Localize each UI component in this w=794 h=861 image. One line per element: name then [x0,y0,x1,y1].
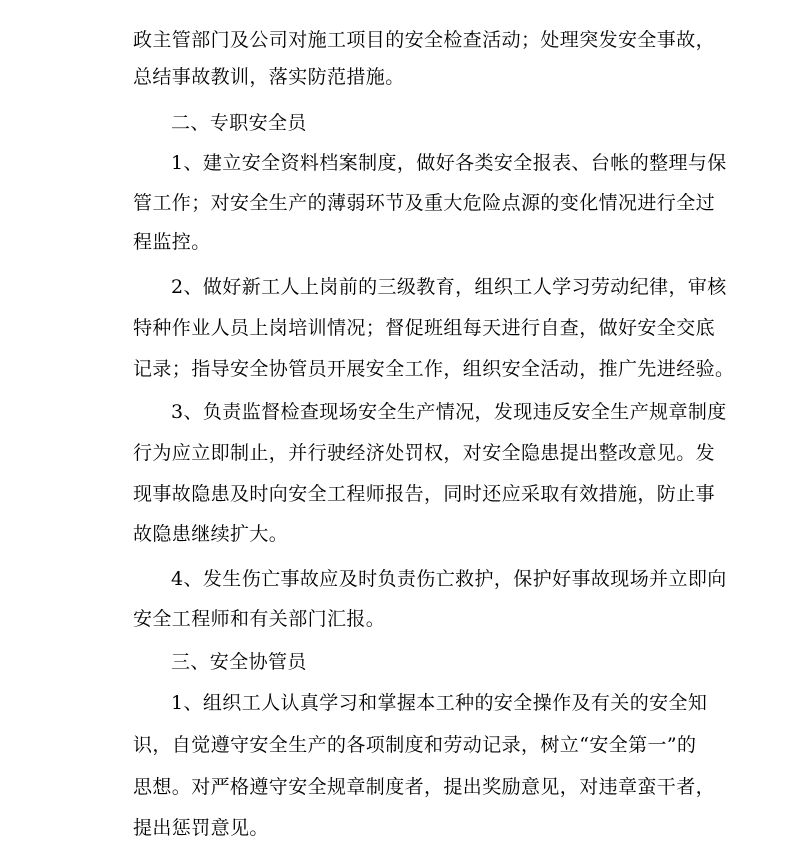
section-heading: 三、安全协管员 [171,651,307,673]
text-line: 安全工程师和有关部门汇报。 [133,608,386,630]
text-line: 管工作；对安全生产的薄弱环节及重大危险点源的变化情况进行全过 [133,192,716,214]
section-heading: 二、专职安全员 [171,112,307,134]
text-line: 3、负责监督检查现场安全生产情况，发现违反安全生产规章制度 [171,401,727,423]
text-line: 思想。对严格遵守安全规章制度者，提出奖励意见，对违章蛮干者， [133,776,716,798]
text-line: 2、做好新工人上岗前的三级教育，组织工人学习劳动纪律，审核 [171,276,727,298]
text-line: 政主管部门及公司对施工项目的安全检查活动；处理突发安全事故， [133,29,716,51]
text-line: 提出惩罚意见。 [133,817,269,839]
text-line: 程监控。 [133,231,211,253]
text-line: 1、建立安全资料档案制度，做好各类安全报表、台帐的整理与保 [171,152,727,174]
text-line: 现事故隐患及时向安全工程师报告，同时还应采取有效措施，防止事 [133,483,716,505]
text-line: 4、发生伤亡事故应及时负责伤亡救护，保护好事故现场并立即向 [171,568,727,590]
text-line: 行为应立即制止，并行驶经济处罚权，对安全隐患提出整改意见。发 [133,442,716,464]
text-line: 总结事故教训，落实防范措施。 [133,66,405,88]
text-line: 识，自觉遵守安全生产的各项制度和劳动记录，树立“安全第一”的 [133,734,697,756]
text-line: 特种作业人员上岗培训情况；督促班组每天进行自查，做好安全交底 [133,317,716,339]
text-line: 故隐患继续扩大。 [133,523,289,545]
text-line: 记录；指导安全协管员开展安全工作，组织安全活动，推广先进经验。 [133,358,735,380]
text-line: 1、组织工人认真学习和掌握本工种的安全操作及有关的安全知 [171,692,708,714]
